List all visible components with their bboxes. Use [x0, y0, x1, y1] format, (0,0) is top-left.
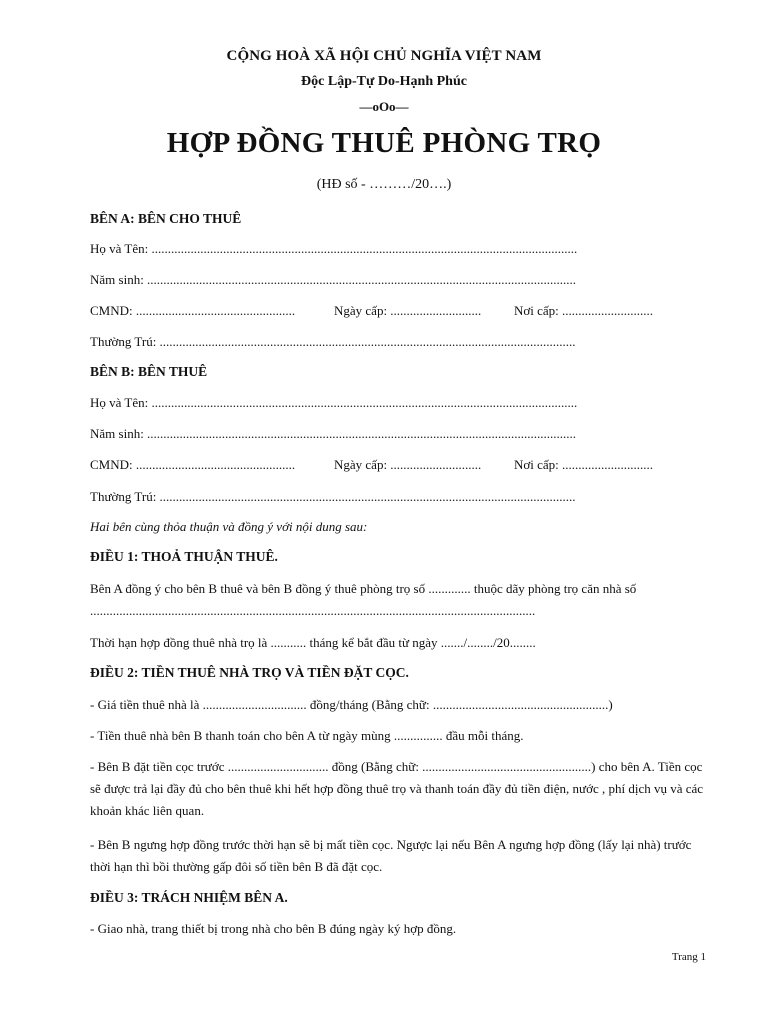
- article-2-paragraph-3: - Bên B đặt tiền cọc trước ............................... đồng (Bằng chữ: ....................................................) cho bên A. Tiền cọc sẽ được trả lại đầy đủ cho bên thuê khi hết hợp đồng thuê trọ và thanh toán đầy đủ tiền điện, nước , phí dịch vụ và các khoản khác liên quan.: [90, 759, 704, 818]
- article-2-paragraph-2: - Tiền thuê nhà bên B thanh toán cho bên A từ ngày mùng ............... đầu mỗi tháng.: [90, 728, 524, 743]
- contract-number: (HĐ số - ………/20….): [316, 177, 452, 192]
- document-title: HỢP ĐỒNG THUÊ PHÒNG TRỌ: [166, 127, 602, 159]
- party-b-id-row: [90, 457, 690, 477]
- party-b-id-number: CMND: .................................................: [90, 457, 296, 472]
- article-1-paragraph-2: Thời hạn hợp đồng thuê nhà trọ là ........... tháng kể bắt đầu từ ngày ......./......../20........: [90, 635, 536, 650]
- page-number: Trang 1: [671, 951, 706, 963]
- party-a-birth-year: Năm sinh: ....................................................................................................................................: [90, 272, 577, 287]
- article-3-paragraph-1: - Giao nhà, trang thiết bị trong nhà cho bên B đúng ngày ký hợp đồng.: [90, 921, 457, 936]
- party-a-issue-date: Ngày cấp: ............................: [334, 303, 482, 318]
- party-a-name: Họ và Tên: ...................................................................................................................................: [90, 241, 578, 256]
- party-a-id-number: CMND: .................................................: [90, 303, 296, 318]
- separator: —oOo—: [359, 99, 409, 114]
- article-1-paragraph-1: Bên A đồng ý cho bên B thuê và bên B đồng ý thuê phòng trọ số ............. thuộc dãy phòng trọ căn nhà số .........................................................................................................................................: [90, 581, 637, 618]
- party-a-id-row: [90, 303, 690, 323]
- article-1-heading: ĐIỀU 1: THOẢ THUẬN THUÊ.: [90, 549, 278, 564]
- article-2-paragraph-4: - Bên B ngưng hợp đồng trước thời hạn sẽ bị mất tiền cọc. Ngược lại nếu Bên A ngưng hợp đồng (lấy lại nhà) trước thời hạn thì bồi thường gấp đôi số tiền bên B đã đặt cọc.: [90, 837, 692, 874]
- party-a-residence: Thường Trú: ................................................................................................................................: [90, 334, 576, 349]
- party-b-birth-year: Năm sinh: ....................................................................................................................................: [90, 426, 577, 441]
- party-b-residence: Thường Trú: ................................................................................................................................: [90, 489, 576, 504]
- article-2-paragraph-1: - Giá tiền thuê nhà là ................................ đồng/tháng (Bằng chữ: ......................................................): [90, 697, 613, 712]
- party-b-heading: BÊN B: BÊN THUÊ: [90, 364, 208, 379]
- party-a-heading: BÊN A: BÊN CHO THUÊ: [90, 211, 242, 226]
- party-b-name: Họ và Tên: ...................................................................................................................................: [90, 395, 578, 410]
- party-b-issue-date: Ngày cấp: ............................: [334, 457, 482, 472]
- motto: Độc Lập-Tự Do-Hạnh Phúc: [301, 74, 467, 89]
- agreement-intro: Hai bên cùng thỏa thuận và đồng ý với nội dung sau:: [90, 519, 368, 534]
- nation-header: CỘNG HOÀ XÃ HỘI CHỦ NGHĨA VIỆT NAM: [226, 48, 542, 64]
- article-2-heading: ĐIỀU 2: TIỀN THUÊ NHÀ TRỌ VÀ TIỀN ĐẶT CỌC.: [90, 665, 409, 680]
- party-a-issue-place: Nơi cấp: ............................: [514, 303, 654, 318]
- article-3-heading: ĐIỀU 3: TRÁCH NHIỆM BÊN A.: [90, 890, 288, 905]
- party-b-issue-place: Nơi cấp: ............................: [514, 457, 654, 472]
